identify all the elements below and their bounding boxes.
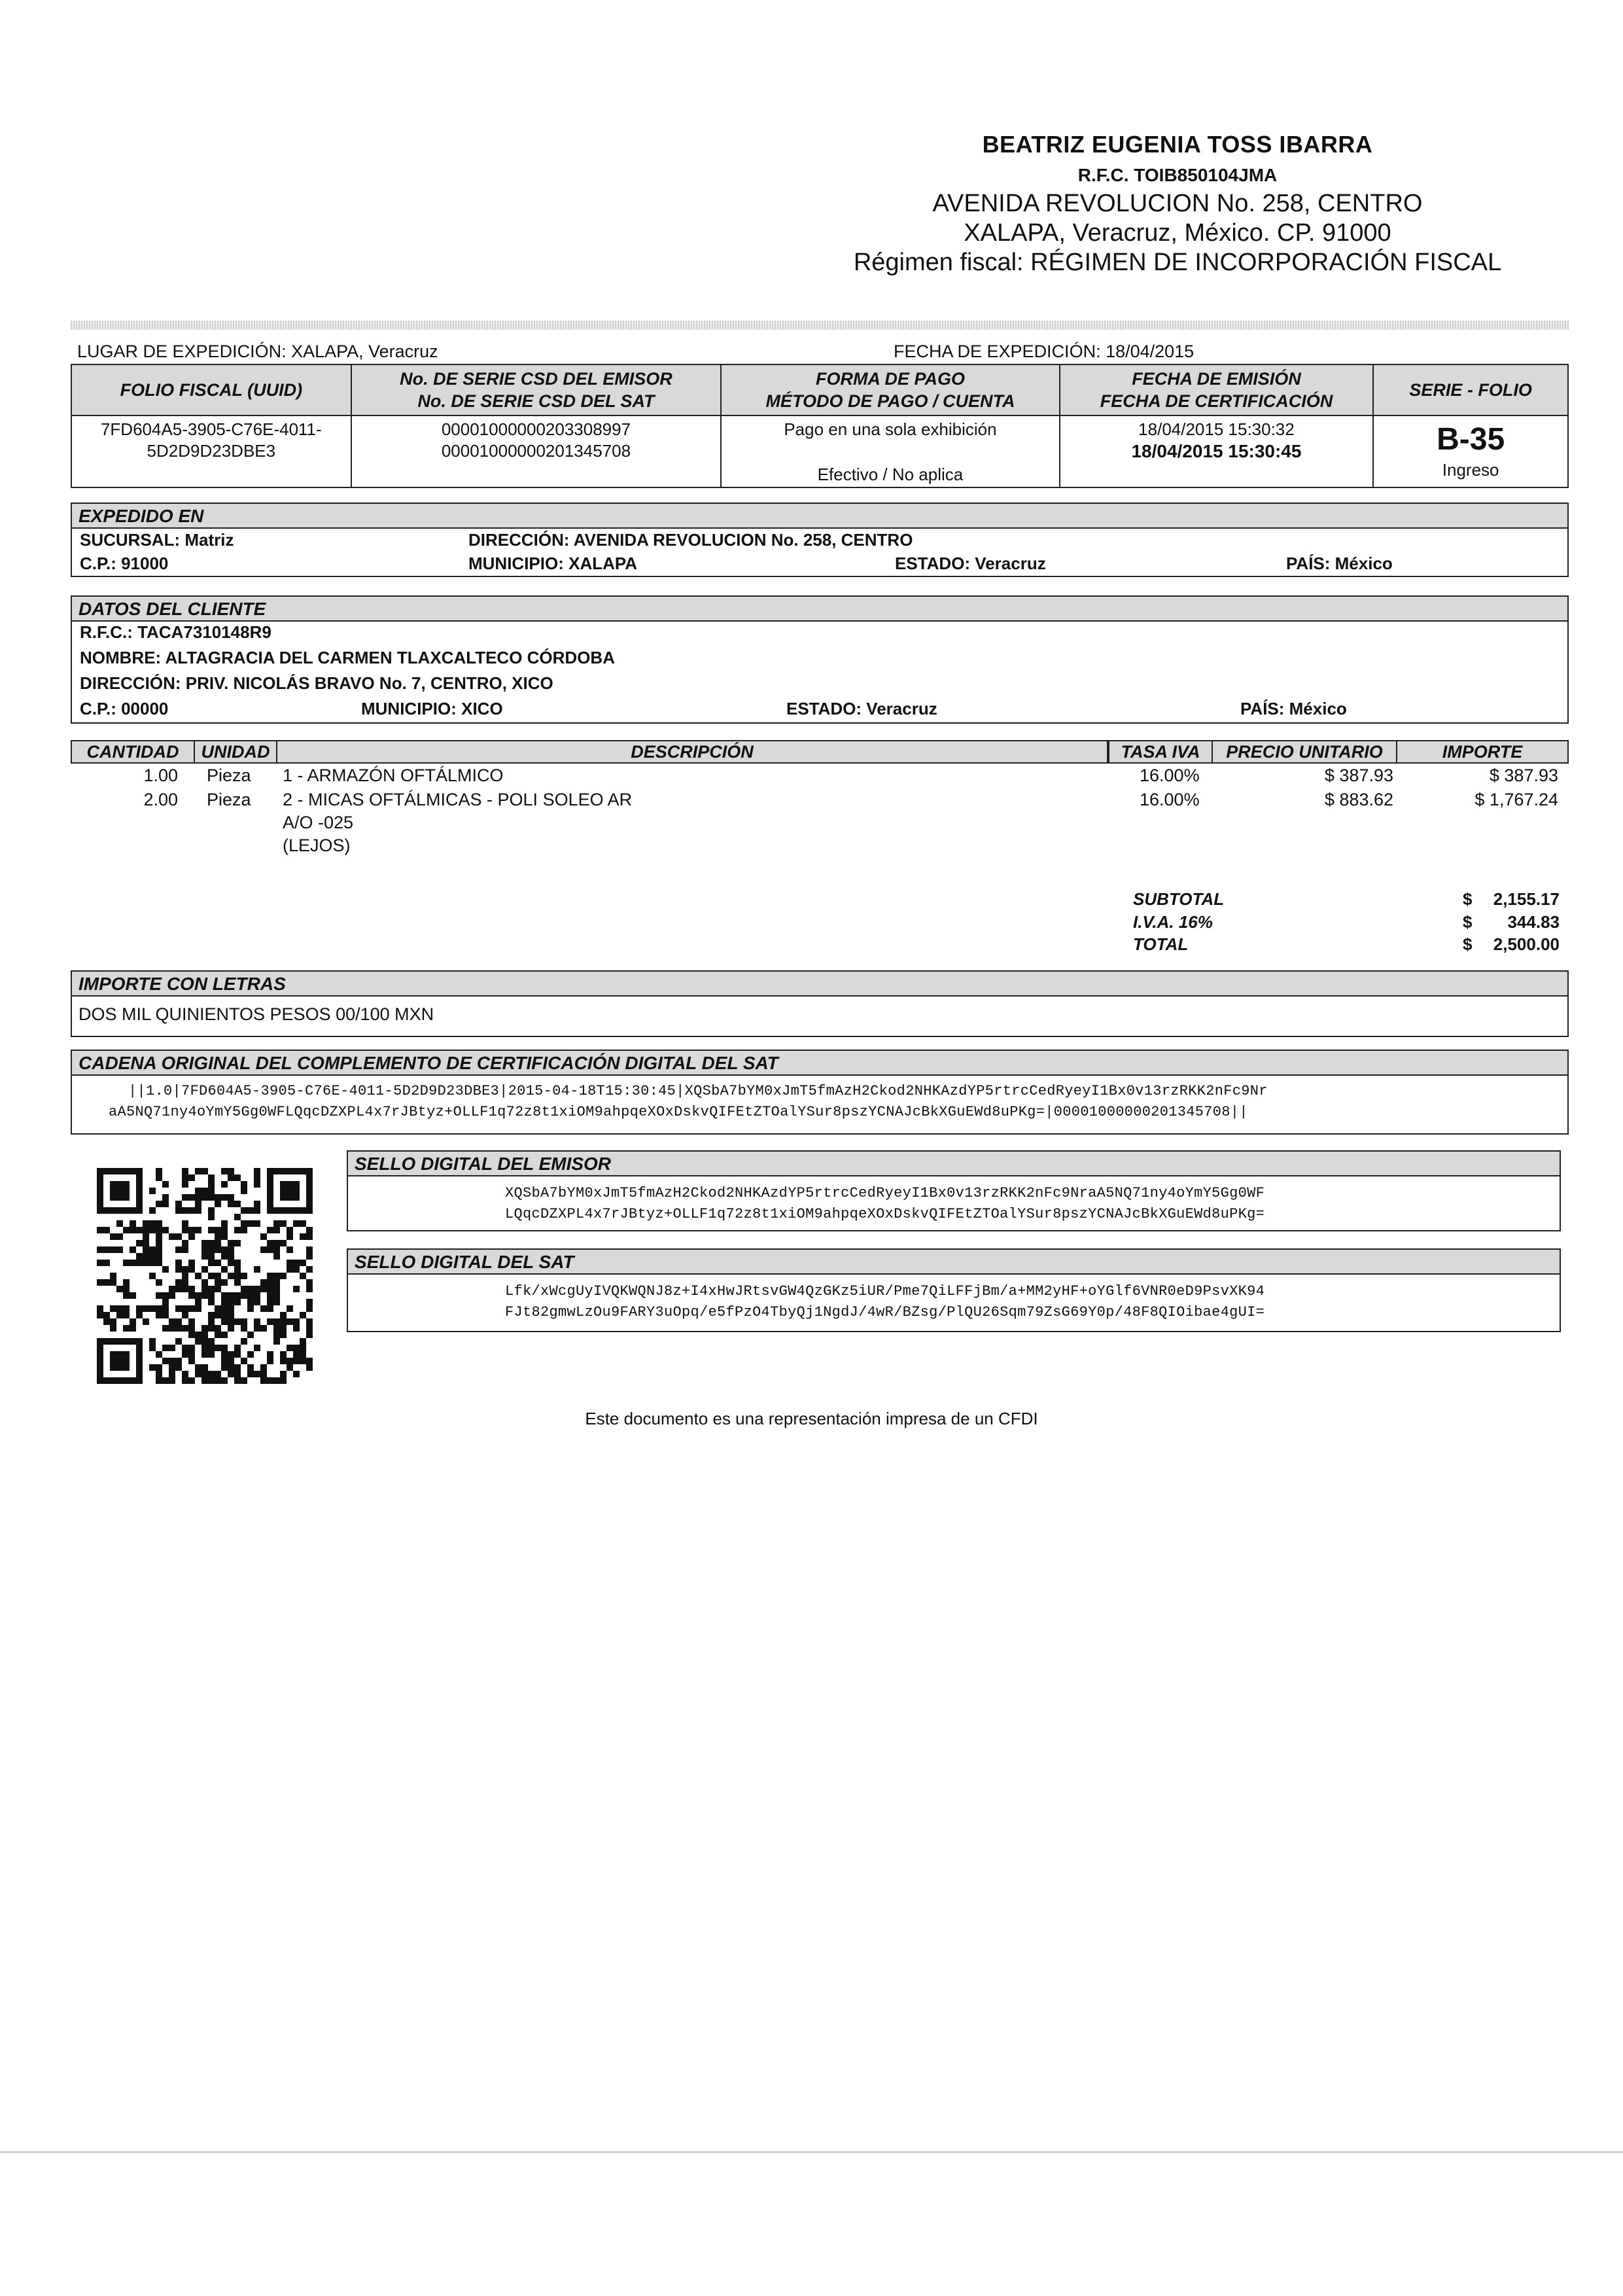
items-col-importe: IMPORTE	[1396, 740, 1569, 764]
qr-code-icon	[97, 1168, 313, 1384]
col-serie: SERIE - FOLIO	[1373, 364, 1568, 415]
items-col-tasa: TASA IVA	[1108, 740, 1213, 764]
importe-letras-section	[71, 970, 1569, 1037]
sello-sat-line-1: Lfk/xWcgUyIVQKWQNJ8z+I4xHwJRtsvGW4QzGKz5iUR/Pme7QiLFFjBm/a+MM2yHF+oYGlf6VNR0eD9PsvXK94	[505, 1283, 1265, 1299]
expedido-cp: C.P.: 91000	[80, 554, 169, 573]
cadena-line-1: ||1.0|7FD604A5-3905-C76E-4011-5D2D9D23DBE3|2015-04-18T15:30:45|XQSbA7bYM0xJmT5fmAzH2Ckod2NHKAzdYP5rtrcCedRyeyI1Bx0v13rzRKK2nFc9Nr	[128, 1083, 1268, 1099]
item-2-descripcion: 2 - MICAS OFTÁLMICAS - POLI SOLEO AR	[283, 790, 633, 809]
scan-edge-line	[0, 2151, 1623, 2153]
sello-sat-line-2: FJt82gmwLzOu9FARY3uOpq/e5fPzO4TbyQj1NgdJ/4wR/BZsg/PlQU26Sqm79ZsG69Y0p/48F8QIOibae4gUI=	[505, 1304, 1265, 1320]
sello-emisor-section	[347, 1150, 1561, 1231]
issuer-block	[818, 131, 1537, 277]
cliente-nombre: NOMBRE: ALTAGRACIA DEL CARMEN TLAXCALTECO CÓRDOBA	[80, 648, 615, 667]
expedido-pais: PAÍS: México	[1286, 554, 1393, 573]
issuer-name: BEATRIZ EUGENIA TOSS IBARRA	[982, 131, 1373, 158]
cliente-pais: PAÍS: México	[1240, 699, 1347, 718]
sello-emisor-line-2: LQqcDZXPL4x7rJBtyz+OLLF1q72z8t1xiOM9ahpqeXOxDskvQIFEtZTOalYSur8pszYCNAJcBkXGuEWd8uPKg=	[505, 1206, 1265, 1222]
pago-values: Pago en una sola exhibición Efectivo / No aplica	[721, 415, 1059, 487]
cadena-line-2: aA5NQ71ny4oYmY5Gg0WFLQqcDZXPL4x7rJBtyz+OLLF1q72z8t1xiOM9ahpqeXOxDskvQIFEtZTOalYSur8pszYCNAJcBkXGuEWd8uPKg=|00001000000201345708||	[109, 1104, 1248, 1120]
subtotal-value: 2,155.17	[1493, 889, 1560, 909]
items-col-precio: PRECIO UNITARIO	[1212, 740, 1397, 764]
col-uuid: FOLIO FISCAL (UUID)	[71, 364, 351, 415]
total-value: 2,500.00	[1493, 934, 1560, 954]
item-2-importe: $ 1,767.24	[1475, 790, 1558, 809]
item-2-tasa: 16.00%	[1140, 790, 1200, 809]
subtotal-label: SUBTOTAL	[1133, 889, 1225, 909]
sello-sat-section	[347, 1248, 1561, 1332]
importe-letras-value: DOS MIL QUINIENTOS PESOS 00/100 MXN	[79, 1004, 434, 1024]
comprobante-tipo: Ingreso	[1442, 460, 1499, 480]
issuer-address: AVENIDA REVOLUCION No. 258, CENTRO	[932, 190, 1423, 217]
items-col-descripcion: DESCRIPCIÓN	[276, 740, 1108, 764]
cliente-direccion: DIRECCIÓN: PRIV. NICOLÁS BRAVO No. 7, CENTRO, XICO	[80, 673, 553, 693]
expedido-estado: ESTADO: Veracruz	[895, 554, 1046, 573]
expedition-date: FECHA DE EXPEDICIÓN: 18/04/2015	[894, 342, 1195, 361]
expedido-municipio: MUNICIPIO: XALAPA	[468, 554, 638, 573]
subtotal-currency: $	[1463, 889, 1473, 909]
iva-label: I.V.A. 16%	[1133, 912, 1213, 932]
item-2-precio: $ 883.62	[1324, 790, 1393, 809]
sello-emisor-header: SELLO DIGITAL DEL EMISOR	[348, 1152, 1560, 1176]
invoice-header-table	[71, 364, 1569, 488]
item-2-unidad: Pieza	[207, 790, 251, 809]
fecha-values: 18/04/2015 15:30:32 18/04/2015 15:30:45	[1060, 415, 1374, 487]
col-pago: FORMA DE PAGO MÉTODO DE PAGO / CUENTA	[721, 364, 1059, 415]
serie-values	[1373, 415, 1568, 487]
col-csd: No. DE SERIE CSD DEL EMISOR No. DE SERIE CSD DEL SAT	[351, 364, 722, 415]
serie-folio: B-35	[1437, 422, 1505, 457]
expedido-direccion: DIRECCIÓN: AVENIDA REVOLUCION No. 258, CENTRO	[468, 530, 913, 550]
items-col-cantidad: CANTIDAD	[71, 740, 195, 764]
sello-sat-header: SELLO DIGITAL DEL SAT	[348, 1250, 1560, 1275]
divider-hatch	[71, 321, 1569, 330]
cliente-rfc: R.F.C.: TACA7310148R9	[80, 622, 271, 642]
cfdi-footer-note: Este documento es una representación impresa de un CFDI	[585, 1409, 1038, 1428]
iva-value: 344.83	[1507, 912, 1560, 932]
total-label: TOTAL	[1133, 934, 1189, 954]
cadena-section	[71, 1050, 1569, 1135]
csd-values: 00001000000203308997 00001000000201345708	[351, 415, 722, 487]
item-1-cantidad: 1.00	[143, 766, 178, 785]
sucursal: SUCURSAL: Matriz	[80, 530, 234, 550]
cliente-cp: C.P.: 00000	[80, 699, 169, 718]
item-2-detalle-1: A/O -025	[283, 813, 354, 832]
total-currency: $	[1463, 934, 1473, 954]
item-2-cantidad: 2.00	[143, 790, 178, 809]
sello-emisor-line-1: XQSbA7bYM0xJmT5fmAzH2Ckod2NHKAzdYP5rtrcCedRyeyI1Bx0v13rzRKK2nFc9NraA5NQ71ny4oYmY5Gg0WF	[505, 1185, 1265, 1201]
item-1-descripcion: 1 - ARMAZÓN OFTÁLMICO	[283, 766, 504, 785]
expedition-place: LUGAR DE EXPEDICIÓN: XALAPA, Veracruz	[77, 342, 438, 361]
col-fecha: FECHA DE EMISIÓN FECHA DE CERTIFICACIÓN	[1060, 364, 1374, 415]
cliente-estado: ESTADO: Veracruz	[786, 699, 937, 718]
issuer-city: XALAPA, Veracruz, México. CP. 91000	[964, 219, 1391, 247]
cadena-header: CADENA ORIGINAL DEL COMPLEMENTO DE CERTIFICACIÓN DIGITAL DEL SAT	[72, 1051, 1567, 1076]
items-col-unidad: UNIDAD	[194, 740, 277, 764]
expedido-en-header: EXPEDIDO EN	[72, 504, 1567, 529]
cliente-municipio: MUNICIPIO: XICO	[361, 699, 503, 718]
item-1-importe: $ 387.93	[1489, 766, 1558, 785]
item-1-precio: $ 387.93	[1324, 766, 1393, 785]
item-1-tasa: 16.00%	[1140, 766, 1200, 785]
item-2-detalle-2: (LEJOS)	[283, 836, 351, 855]
item-1-unidad: Pieza	[207, 766, 251, 785]
issuer-rfc: R.F.C. TOIB850104JMA	[1077, 165, 1278, 185]
issuer-regime: Régimen fiscal: RÉGIMEN DE INCORPORACIÓN FISCAL	[853, 249, 1502, 276]
importe-letras-header: IMPORTE CON LETRAS	[72, 972, 1567, 997]
cliente-header: DATOS DEL CLIENTE	[72, 597, 1567, 622]
iva-currency: $	[1463, 912, 1473, 932]
uuid-value: 7FD604A5-3905-C76E-4011- 5D2D9D23DBE3	[71, 415, 351, 487]
